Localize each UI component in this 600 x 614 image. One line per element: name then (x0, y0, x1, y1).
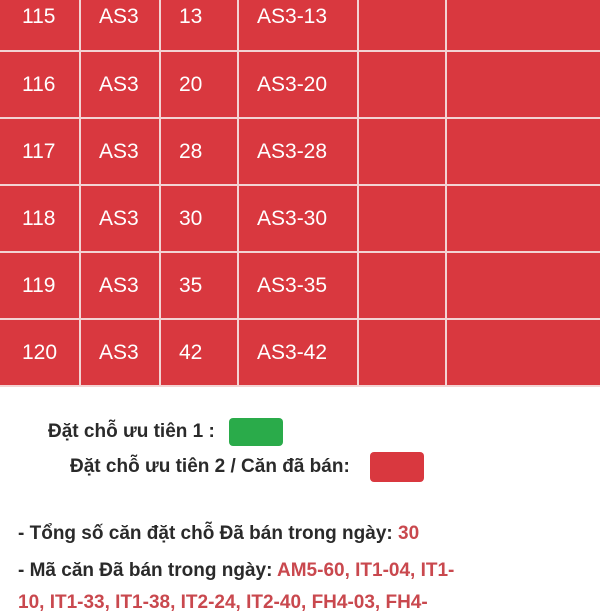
unit-code-cell: AS3-13 (238, 0, 358, 51)
legend-priority-2-label: Đặt chỗ ưu tiên 2 / Căn đã bán: (70, 456, 350, 477)
block-cell: AS3 (80, 319, 160, 386)
table-row (0, 0, 600, 51)
empty-cell (446, 185, 600, 252)
block-cell: AS3 (80, 118, 160, 185)
summary-total-line (18, 523, 419, 545)
stt-cell: 118 (0, 185, 80, 252)
empty-cell (446, 252, 600, 319)
empty-cell (446, 0, 600, 51)
legend-red-swatch (370, 452, 424, 482)
block-cell: AS3 (80, 0, 160, 51)
summary-codes-continued (18, 592, 428, 614)
unit-code-cell: AS3-42 (238, 319, 358, 386)
table-row (0, 51, 600, 118)
empty-cell (358, 118, 446, 185)
block-cell: AS3 (80, 51, 160, 118)
table-row (0, 185, 600, 252)
legend-priority-1-label: Đặt chỗ ưu tiên 1 : (48, 421, 215, 442)
summary-codes-line-2: 10, IT1-33, IT1-38, IT2-24, IT2-40, FH4-03, FH4- (18, 592, 428, 613)
block-cell: AS3 (80, 185, 160, 252)
unit-number-cell: 13 (160, 0, 238, 51)
unit-number-cell: 28 (160, 118, 238, 185)
stt-cell: 119 (0, 252, 80, 319)
unit-code-cell: AS3-20 (238, 51, 358, 118)
stt-cell: 117 (0, 118, 80, 185)
summary-codes-line-1: AM5-60, IT1-04, IT1- (277, 560, 455, 581)
summary-codes-label: - Mã căn Đã bán trong ngày: (18, 560, 277, 581)
unit-code-cell: AS3-28 (238, 118, 358, 185)
empty-cell (358, 51, 446, 118)
empty-cell (446, 51, 600, 118)
table-row (0, 252, 600, 319)
unit-code-cell: AS3-30 (238, 185, 358, 252)
table-row (0, 319, 600, 386)
table-row (0, 118, 600, 185)
legend-priority-2 (70, 452, 424, 482)
unit-code-cell: AS3-35 (238, 252, 358, 319)
unit-number-cell: 20 (160, 51, 238, 118)
empty-cell (358, 185, 446, 252)
unit-number-cell: 30 (160, 185, 238, 252)
empty-cell (446, 319, 600, 386)
summary-total-value: 30 (398, 523, 420, 544)
empty-cell (358, 0, 446, 51)
unit-number-cell: 42 (160, 319, 238, 386)
empty-cell (358, 252, 446, 319)
block-cell: AS3 (80, 252, 160, 319)
legend-green-swatch (229, 418, 283, 446)
stt-cell: 120 (0, 319, 80, 386)
stt-cell: 115 (0, 0, 80, 51)
empty-cell (446, 118, 600, 185)
summary-codes-line (18, 560, 454, 582)
stt-cell: 116 (0, 51, 80, 118)
empty-cell (358, 319, 446, 386)
legend-priority-1 (48, 418, 283, 446)
summary-total-label: - Tổng số căn đặt chỗ Đã bán trong ngày: (18, 523, 399, 544)
unit-number-cell: 35 (160, 252, 238, 319)
